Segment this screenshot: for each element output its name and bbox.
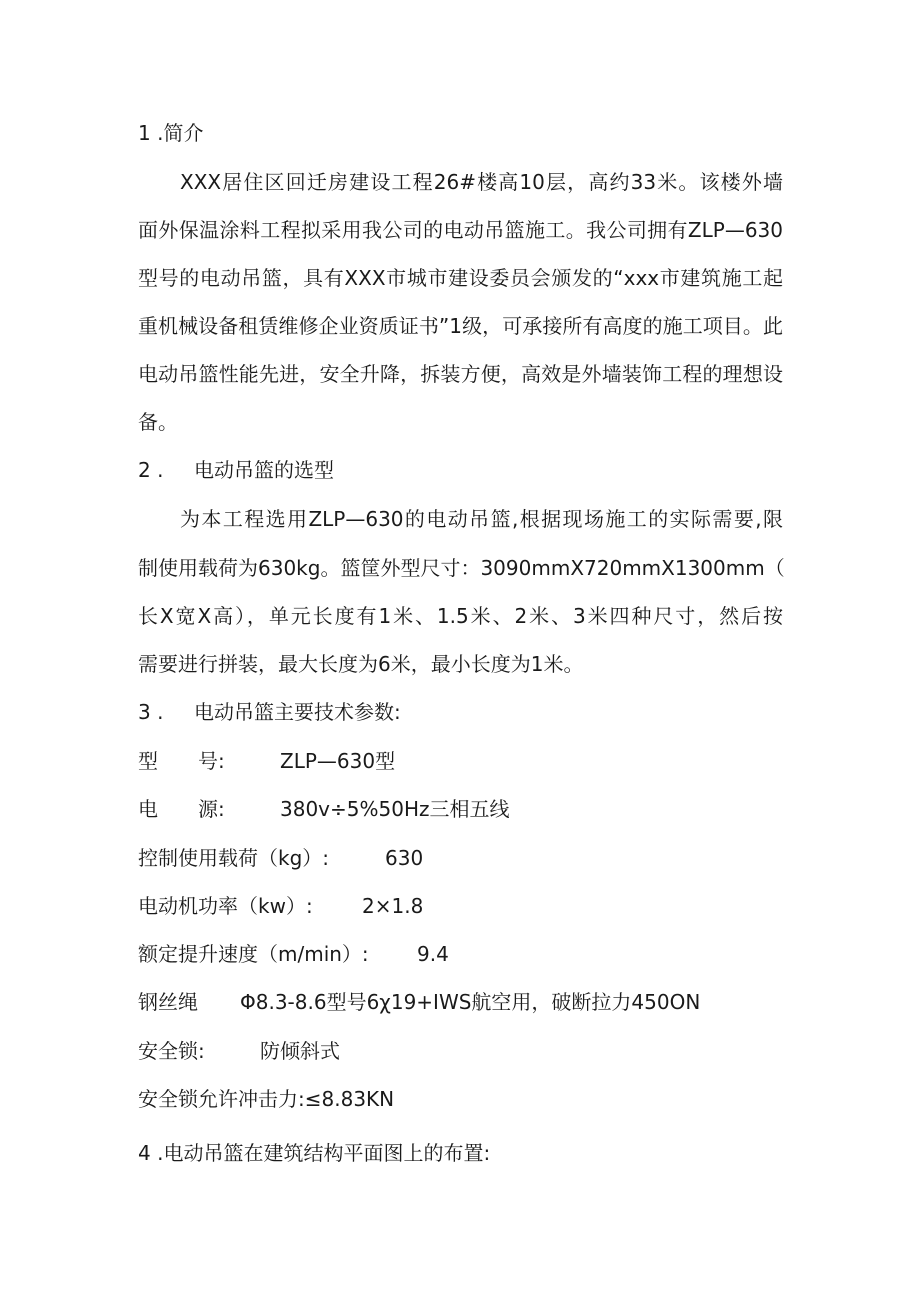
param-label-model: 型 号: bbox=[138, 749, 225, 773]
param-row-safety-lock bbox=[138, 1039, 340, 1063]
param-value-wire-rope: Φ8.3-8.6型号6χ19+IWS航空用，破断拉力450ON bbox=[240, 990, 701, 1014]
param-label-wire-rope: 钢丝绳 bbox=[138, 990, 198, 1014]
section-3-heading bbox=[138, 700, 401, 724]
section-1-line-6: 备。 bbox=[138, 410, 178, 434]
section-2-title: 电动吊篮的选型 bbox=[194, 458, 334, 482]
section-1-line-1: XXX居住区回迁房建设工程26#楼高10层，高约33米。该楼外墙 bbox=[180, 170, 783, 194]
param-label-lift-speed: 额定提升速度（m/min）: bbox=[138, 942, 369, 966]
section-1-heading: 1 .简介 bbox=[138, 121, 204, 145]
param-label-motor-power: 电动机功率（kw）: bbox=[138, 894, 313, 918]
section-2-line-1: 为本工程选用ZLP—630的电动吊篮,根据现场施工的实际需要,限 bbox=[180, 507, 783, 531]
param-value-safety-lock: 防倾斜式 bbox=[260, 1039, 340, 1063]
section-2-line-2: 制使用载荷为630kg。篮筐外型尺寸：3090mmX720mmX1300mm（ bbox=[138, 556, 785, 580]
section-4-heading: 4 .电动吊篮在建筑结构平面图上的布置: bbox=[138, 1141, 491, 1165]
param-row-wire-rope bbox=[138, 990, 700, 1014]
section-2-heading bbox=[138, 458, 334, 482]
param-row-power-supply bbox=[138, 797, 509, 821]
param-value-load: 630 bbox=[385, 846, 424, 870]
param-value-impact-force: ≤8.83KN bbox=[304, 1087, 395, 1111]
section-3-title: 电动吊篮主要技术参数: bbox=[194, 700, 401, 724]
param-row-load bbox=[138, 846, 423, 870]
param-value-lift-speed: 9.4 bbox=[417, 942, 449, 966]
param-row-lift-speed bbox=[138, 942, 449, 966]
section-1-line-2: 面外保温涂料工程拟采用我公司的电动吊篮施工。我公司拥有ZLP—630 bbox=[138, 218, 783, 242]
param-label-load: 控制使用载荷（kg）: bbox=[138, 846, 330, 870]
section-2-number: 2 . bbox=[138, 458, 164, 482]
section-1-line-3: 型号的电动吊篮，具有XXX市城市建设委员会颁发的“xxx市建筑施工起 bbox=[138, 266, 783, 290]
section-2-line-4: 需要进行拼装，最大长度为6米，最小长度为1米。 bbox=[138, 652, 584, 676]
param-label-power-supply: 电 源: bbox=[138, 797, 225, 821]
section-1-line-4: 重机械设备租赁维修企业资质证书”1级，可承接所有高度的施工项目。此 bbox=[138, 314, 783, 338]
param-label-impact-force: 安全锁允许冲击力: bbox=[138, 1087, 305, 1111]
param-row-model bbox=[138, 749, 395, 773]
section-1-line-5: 电动吊篮性能先进，安全升降，拆装方便，高效是外墙装饰工程的理想设 bbox=[138, 362, 783, 386]
param-value-motor-power: 2×1.8 bbox=[362, 894, 424, 918]
param-row-impact-force bbox=[138, 1087, 394, 1111]
section-3-number: 3 . bbox=[138, 700, 164, 724]
section-2-line-3: 长X宽X高），单元长度有1米、1.5米、2米、3米四种尺寸，然后按 bbox=[138, 604, 783, 628]
param-row-motor-power bbox=[138, 894, 423, 918]
param-value-power-supply: 380v÷5%50Hz三相五线 bbox=[280, 797, 510, 821]
param-value-model: ZLP—630型 bbox=[280, 749, 396, 773]
param-label-safety-lock: 安全锁: bbox=[138, 1039, 205, 1063]
